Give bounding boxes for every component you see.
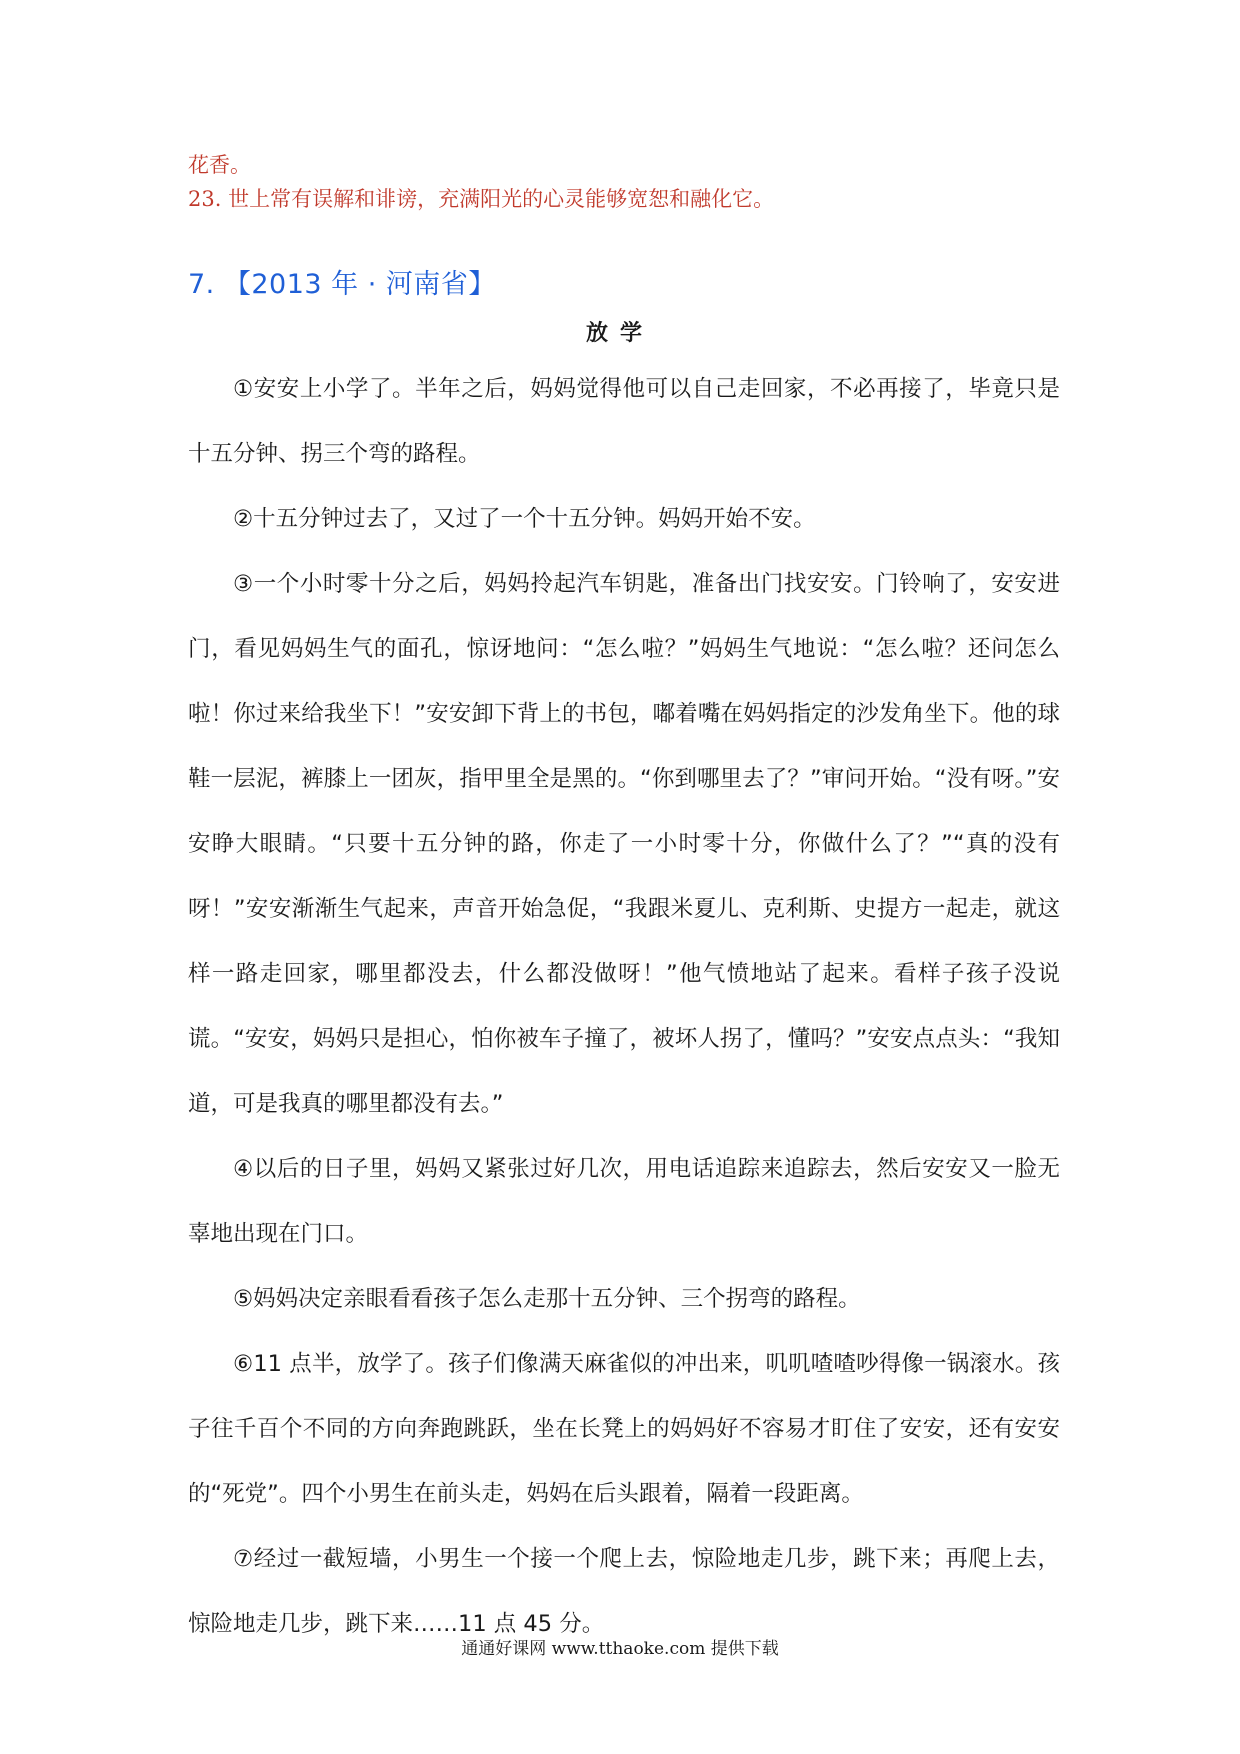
paragraph-4: ④以后的日子里，妈妈又紧张过好几次，用电话追踪来追踪去，然后安安又一脸无辜地出现在门口。 xyxy=(188,1156,1060,1247)
article-body xyxy=(188,357,1060,1657)
paragraph-7: ⑦经过一截短墙，小男生一个接一个爬上去，惊险地走几步，跳下来；再爬上去，惊险地走几步，跳下来……11 点 45 分。 xyxy=(188,1546,1060,1637)
article-title: 放学 xyxy=(585,321,654,346)
paragraph-1: ①安安上小学了。半年之后，妈妈觉得他可以自己走回家，不必再接了，毕竟只是十五分钟、拐三个弯的路程。 xyxy=(188,376,1060,467)
paragraph-2: ②十五分钟过去了，又过了一个十五分钟。妈妈开始不安。 xyxy=(233,506,816,532)
paragraph-3: ③一个小时零十分之后，妈妈拎起汽车钥匙，准备出门找安安。门铃响了，安安进门，看见妈妈生气的面孔，惊讶地问：“怎么啦？”妈妈生气地说：“怎么啦？还问怎么啦！你过来给我坐下！”安安卸下背上的书包，嘟着嘴在妈妈指定的沙发角坐下。他的球鞋一层泥，裤膝上一团灰，指甲里全是黑的。“你到哪里去了？”审问开始。“没有呀。”安安睁大眼睛。“只要十五分钟的路，你走了一小时零十分，你做什么了？”“真的没有呀！”安安渐渐生气起来，声音开始急促，“我跟米夏儿、克利斯、史提方一起走，就这样一路走回家，哪里都没去，什么都没做呀！”他气愤地站了起来。看样子孩子没说谎。“安安，妈妈只是担心，怕你被车子撞了，被坏人拐了，懂吗？”安安点点头：“我知道，可是我真的哪里都没有去。” xyxy=(188,571,1060,1117)
question-heading: 7. 【2013 年 · 河南省】 xyxy=(188,269,496,300)
answer-line-1: 花香。 xyxy=(188,153,251,177)
paragraph-5: ⑤妈妈决定亲眼看看孩子怎么走那十五分钟、三个拐弯的路程。 xyxy=(233,1286,861,1312)
paragraph-6: ⑥11 点半，放学了。孩子们像满天麻雀似的冲出来，叽叽喳喳吵得像一锅滚水。孩子往千百个不同的方向奔跑跳跃，坐在长凳上的妈妈好不容易才盯住了安安，还有安安的“死党”。四个小男生在前头走，妈妈在后头跟着，隔着一段距离。 xyxy=(188,1351,1060,1507)
page-footer: 通通好课网 www.tthaoke.com 提供下载 xyxy=(461,1639,779,1659)
answer-line-2: 23. 世上常有误解和诽谤，充满阳光的心灵能够宽恕和融化它。 xyxy=(188,187,775,211)
